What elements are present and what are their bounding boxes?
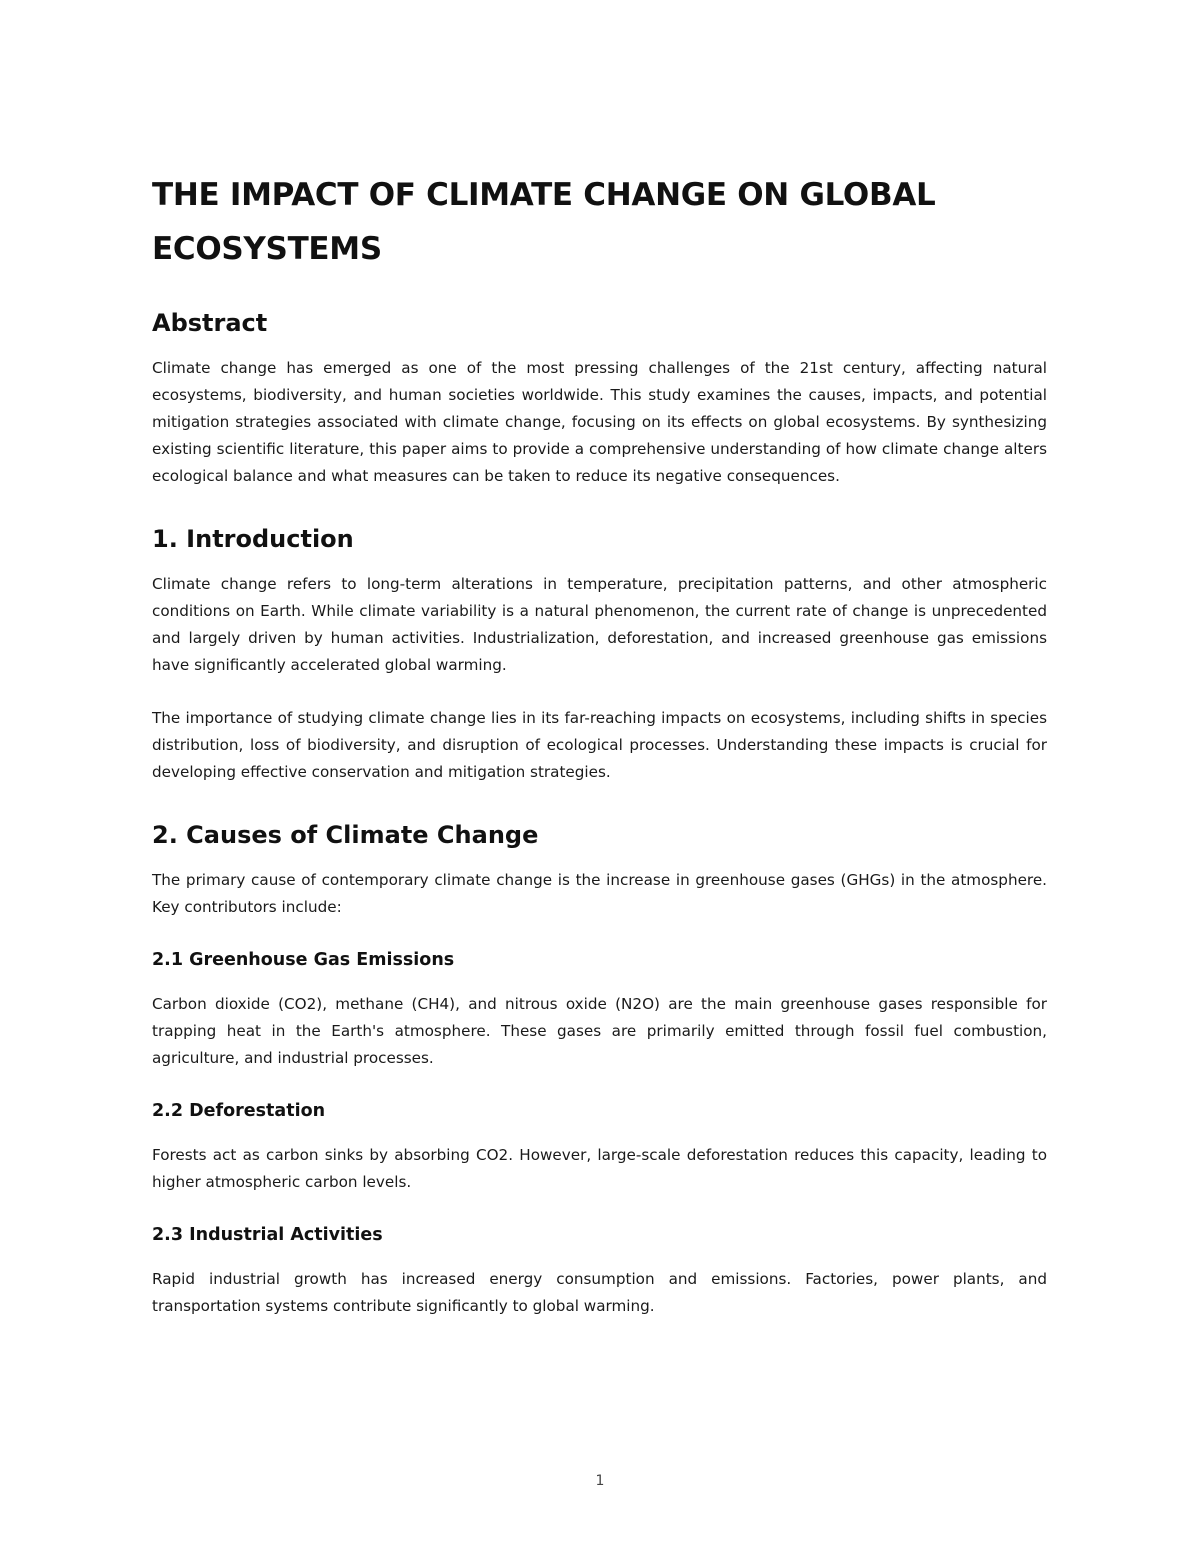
abstract-paragraph: Climate change has emerged as one of the most pressing challenges of the 21st century, affecting natural ecosystems, biodiversity, and human societies worldwide. This study examines the causes, impacts, and potential mitigation strategies associated with climate change, focusing on its effects on global ecosystems. By synthesizing existing scientific literature, this paper aims to provide a comprehensive understanding of how climate change alters ecological balance and what measures can be taken to reduce its negative consequences. bbox=[152, 359, 1047, 485]
causes-intro-paragraph: The primary cause of contemporary climate change is the increase in greenhouse gases (GHGs) in the atmosphere. Key contributors include: bbox=[152, 871, 1047, 916]
introduction-paragraph-1: Climate change refers to long-term alterations in temperature, precipitation patterns, and other atmospheric conditions on Earth. While climate variability is a natural phenomenon, the current rate of change is unprecedented and largely driven by human activities. Industrialization, deforestation, and increased greenhouse gas emissions have significantly accelerated global warming. bbox=[152, 575, 1047, 674]
causes-heading: 2. Causes of Climate Change bbox=[152, 821, 539, 849]
abstract-heading: Abstract bbox=[152, 309, 268, 337]
subsection-heading-deforestation: 2.2 Deforestation bbox=[152, 1101, 326, 1121]
subsection-heading-industrial: 2.3 Industrial Activities bbox=[152, 1225, 383, 1245]
page-content bbox=[152, 168, 1047, 1320]
subsection-paragraph-deforestation: Forests act as carbon sinks by absorbing CO2. However, large-scale deforestation reduces this capacity, leading to higher atmospheric carbon levels. bbox=[152, 1146, 1047, 1191]
introduction-paragraph-2: The importance of studying climate change lies in its far-reaching impacts on ecosystems, including shifts in species distribution, loss of biodiversity, and disruption of ecological processes. Understanding these impacts is crucial for developing effective conservation and mitigation strategies. bbox=[152, 709, 1047, 781]
document-title: THE IMPACT OF CLIMATE CHANGE ON GLOBAL ECOSYSTEMS bbox=[152, 177, 936, 267]
introduction-heading: 1. Introduction bbox=[152, 525, 354, 553]
subsection-heading-ghg: 2.1 Greenhouse Gas Emissions bbox=[152, 950, 455, 970]
page-number: 1 bbox=[595, 1473, 605, 1489]
subsection-paragraph-ghg: Carbon dioxide (CO2), methane (CH4), and nitrous oxide (N2O) are the main greenhouse gases responsible for trapping heat in the Earth's atmosphere. These gases are primarily emitted through fossil fuel combustion, agriculture, and industrial processes. bbox=[152, 995, 1047, 1067]
subsection-paragraph-industrial: Rapid industrial growth has increased energy consumption and emissions. Factories, power plants, and transportation systems contribute significantly to global warming. bbox=[152, 1270, 1047, 1315]
